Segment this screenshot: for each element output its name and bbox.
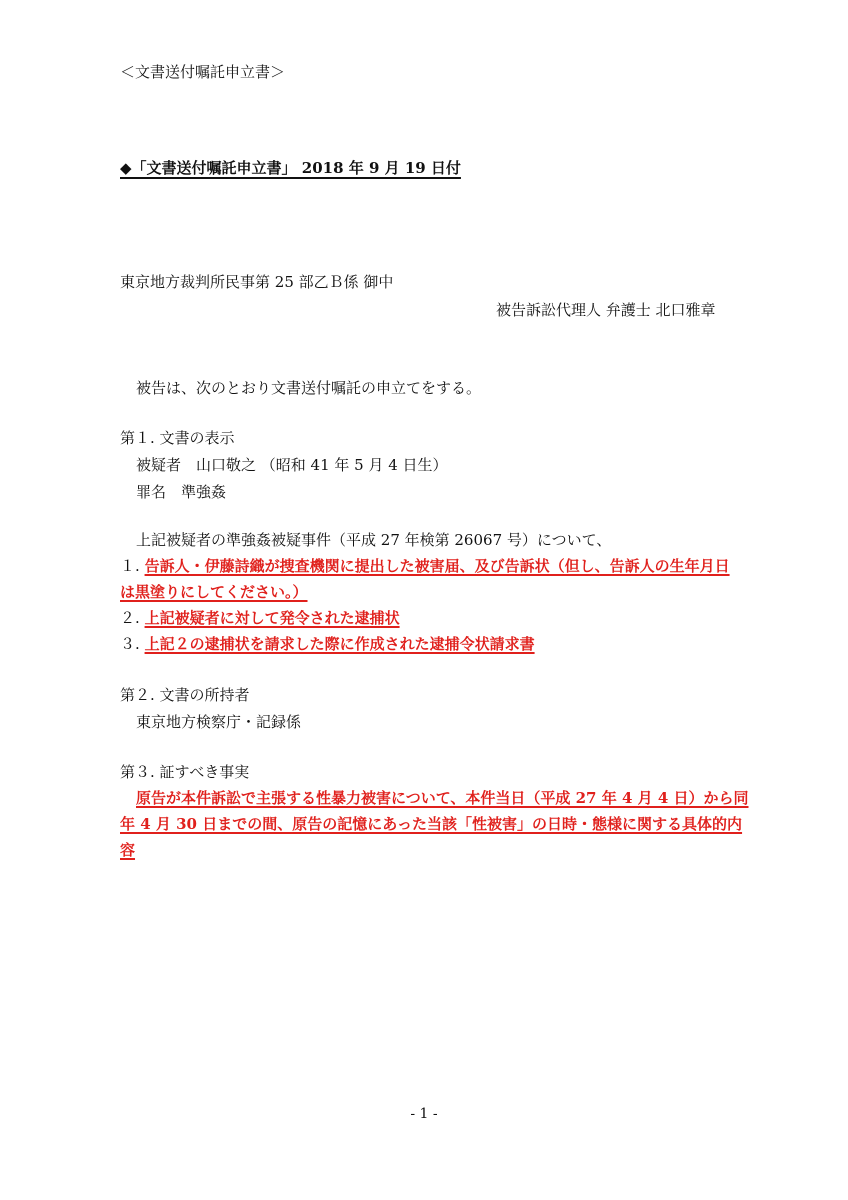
section2-heading: 第２. 文書の所持者 <box>120 686 250 704</box>
list-item-text: 告訴人・伊藤詩織が捜査機関に提出した被害届、及び告訴状（但し、告訴人の生年月日 <box>144 557 730 575</box>
case-line: 上記被疑者の準強姦被疑事件（平成 27 年検第 26067 号）について、 <box>136 531 612 549</box>
list-item-number: ２. <box>120 609 140 627</box>
list-item-continuation: は黒塗りにしてください。） <box>120 583 308 601</box>
section3-heading: 第３. 証すべき事実 <box>120 763 250 781</box>
list-item <box>120 634 535 654</box>
list-item-number: ３. <box>120 635 140 653</box>
fact-line-3: 容 <box>120 841 136 859</box>
list-item-number: １. <box>120 557 140 575</box>
list-item <box>120 556 730 576</box>
list-item-text: 上記被疑者に対して発令された逮捕状 <box>144 609 400 627</box>
section1-heading: 第１. 文書の表示 <box>120 429 235 447</box>
list-item-text: 上記２の逮捕状を請求した際に作成された逮捕令状請求書 <box>144 635 535 653</box>
fact-line-1: 原告が本件訴訟で主張する性暴力被害について、本件当日（平成 27 年 4 月 4 日）から同 <box>136 789 749 807</box>
charge-line: 罪名 準強姦 <box>136 483 227 501</box>
holder-line: 東京地方検察庁・記録係 <box>136 713 302 731</box>
addressee: 東京地方裁判所民事第 25 部乙Ｂ係 御中 <box>120 273 394 291</box>
page-number: - 1 - <box>410 1106 438 1122</box>
suspect-line: 被疑者 山口敬之 （昭和 41 年 5 月 4 日生） <box>136 456 448 474</box>
intro-text: 被告は、次のとおり文書送付嘱託の申立てをする。 <box>136 379 482 397</box>
list-item <box>120 608 400 628</box>
doc-type-header: ＜文書送付嘱託申立書＞ <box>120 63 286 81</box>
fact-line-2: 年 4 月 30 日までの間、原告の記憶にあった当該「性被害」の日時・態様に関する具体的内 <box>120 815 743 833</box>
title-heading: ◆「文書送付嘱託申立書」 2018 年 9 月 19 日付 <box>120 159 461 177</box>
sender: 被告訴訟代理人 弁護士 北口雅章 <box>496 301 716 319</box>
